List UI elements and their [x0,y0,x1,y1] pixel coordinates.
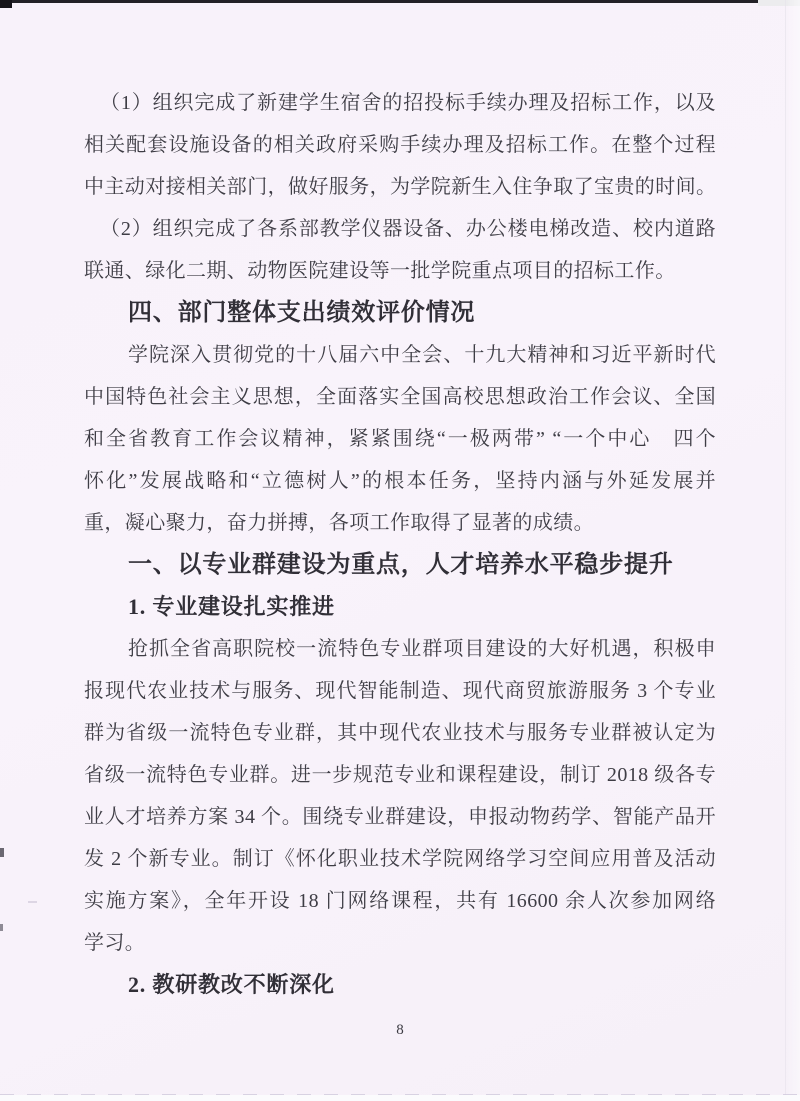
body-line: 报现代农业技术与服务、现代智能制造、现代商贸旅游服务 3 个专业 [84,680,716,702]
body-line: （2）组织完成了各系部教学仪器设备、办公楼电梯改造、校内道路 [100,218,716,240]
body-line: 怀化”发展战略和“立德树人”的根本任务，坚持内涵与外延发展并 [84,470,716,492]
scan-artifact-bottom-edge [0,1095,800,1101]
body-line: （1）组织完成了新建学生宿舍的招投标手续办理及招标工作，以及 [100,92,716,114]
scan-artifact-speck [28,901,37,903]
body-line: 群为省级一流特色专业群，其中现代农业技术与服务专业群被认定为 [84,722,716,744]
scan-artifact-speck [0,924,3,931]
body-line: 发 2 个新专业。制订《怀化职业技术学院网络学习空间应用普及活动 [84,848,716,870]
heading-subsection-2: 2. 教研教改不断深化 [128,972,335,997]
body-line: 中国特色社会主义思想，全面落实全国高校思想政治工作会议、全国 [84,386,716,408]
heading-subsection-1: 1. 专业建设扎实推进 [128,594,335,619]
body-line: 和全省教育工作会议精神，紧紧围绕“一极两带” “一个中心 四个 [84,428,716,450]
scan-artifact-right-edge [785,0,800,1101]
scan-artifact-top-left-mark [0,0,12,8]
document-body [84,82,716,1006]
heading-section-4: 四、部门整体支出绩效评价情况 [128,300,476,326]
body-line: 抢抓全省高职院校一流特色专业群项目建设的大好机遇，积极申 [128,638,716,660]
body-line: 重，凝心聚力，奋力拼搏，各项工作取得了显著的成绩。 [84,512,594,534]
body-line: 学习。 [84,932,146,954]
body-line: 业人才培养方案 34 个。围绕专业群建设，申报动物药学、智能产品开 [84,806,716,828]
body-line: 学院深入贯彻党的十八届六中全会、十九大精神和习近平新时代 [128,344,716,366]
body-line: 中主动对接相关部门，做好服务，为学院新生入住争取了宝贵的时间。 [84,176,717,198]
heading-section-1: 一、以专业群建设为重点，人才培养水平稳步提升 [128,552,674,578]
page-number: 8 [396,1022,404,1038]
body-line: 省级一流特色专业群。进一步规范专业和课程建设，制订 2018 级各专 [84,764,716,786]
body-line: 联通、绿化二期、动物医院建设等一批学院重点项目的招标工作。 [84,260,676,282]
body-line: 实施方案》，全年开设 18 门网络课程，共有 16600 余人次参加网络 [84,890,716,912]
body-line: 相关配套设施设备的相关政府采购手续办理及招标工作。在整个过程 [84,134,716,156]
scan-artifact-speck [0,848,4,857]
scan-artifact-top-edge [0,0,758,3]
